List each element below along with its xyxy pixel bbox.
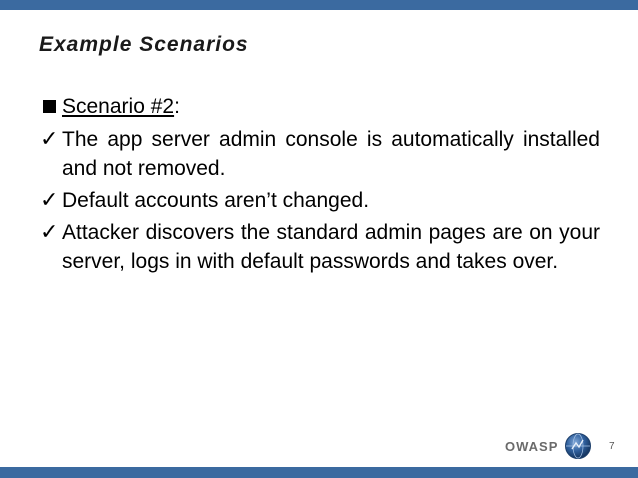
bottom-accent-bar [0,467,638,478]
list-item-text: The app server admin console is automatically installed and not removed. [62,128,600,180]
list-item [40,125,600,183]
list-item [40,186,600,215]
checkmark-icon: ✓ [40,127,59,152]
list-item-text: Default accounts aren’t changed. [62,189,370,212]
footer-brand: OWASP [505,439,559,454]
scenario-heading-suffix: : [174,95,180,118]
scenario-heading [43,92,600,122]
top-accent-bar [0,0,638,10]
page-number: 7 [609,441,615,452]
slide-title: Example Scenarios [39,33,249,56]
globe-icon [564,432,592,460]
checkmark-icon: ✓ [40,220,59,245]
list-item [40,218,600,276]
slide-content [40,92,600,276]
square-bullet-icon [43,100,56,113]
list-item-text: Attacker discovers the standard admin pages are on your server, logs in with default passwords and takes over. [62,221,600,273]
scenario-link[interactable]: Scenario #2 [62,95,175,118]
checkmark-icon: ✓ [40,188,59,213]
